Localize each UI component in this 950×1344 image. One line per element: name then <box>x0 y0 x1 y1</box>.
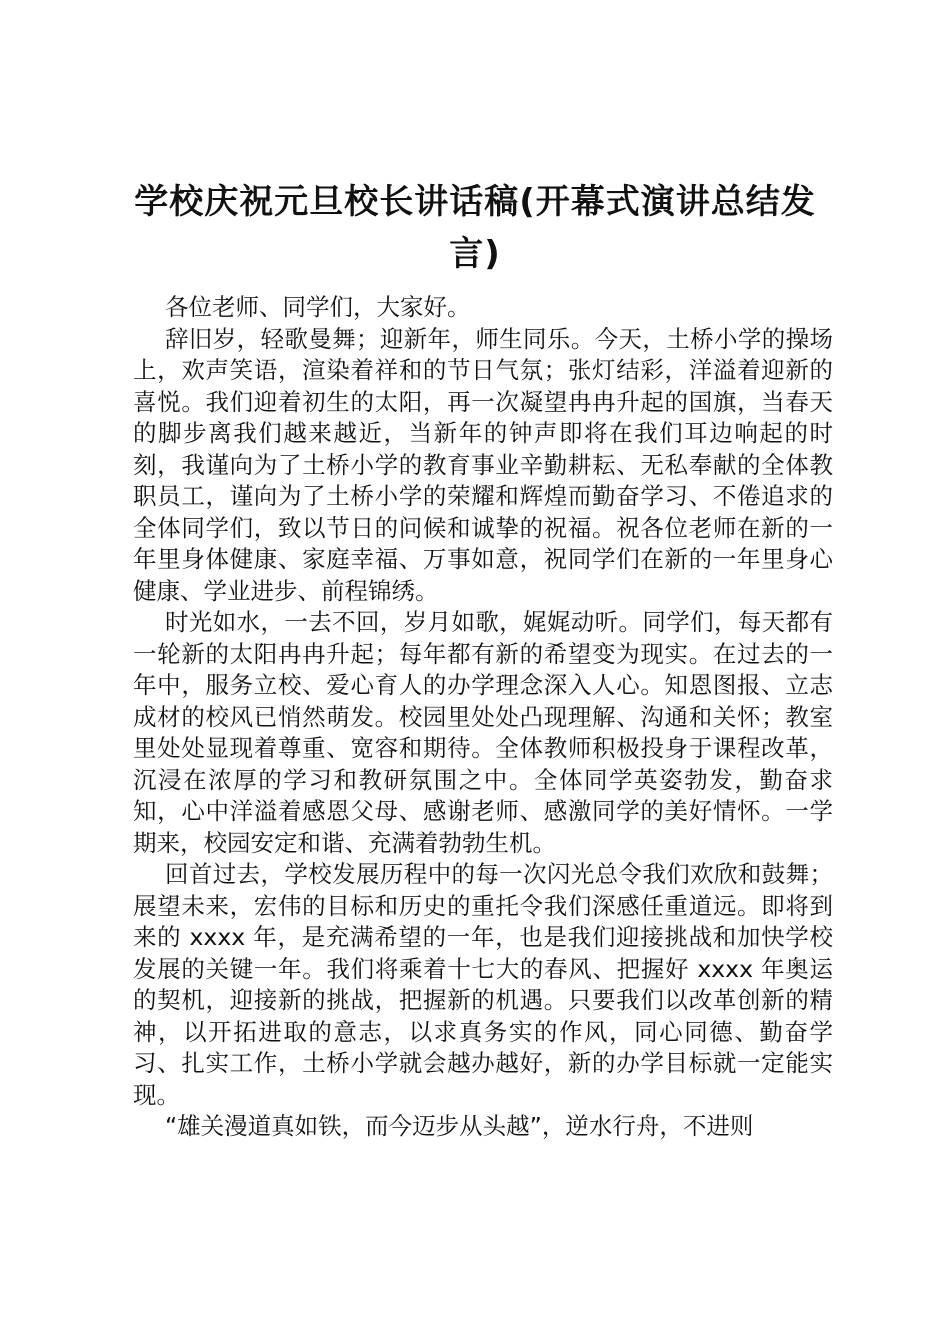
paragraph-new-year-wishes: 辞旧岁，轻歌曼舞；迎新年，师生同乐。今天，土桥小学的操场上，欢声笑语，渲染着祥和的节日气氛；张灯结彩，洋溢着迎新的喜悦。我们迎着初生的太阳，再一次凝望冉冉升起的国旗，当春天的脚步离我们越来越近，当新年的钟声即将在我们耳边响起的时刻，我谨向为了土桥小学的教育事业辛勤耕耘、无私奉献的全体教职员工，谨向为了土桥小学的荣耀和辉煌而勤奋学习、不倦追求的全体同学们，致以节日的问候和诚挚的祝福。祝各位老师在新的一年里身体健康、家庭幸福、万事如意，祝同学们在新的一年里身心健康、学业进步、前程锦绣。 <box>133 324 833 605</box>
paragraph-closing-quote: “雄关漫道真如铁，而今迈步从头越”，逆水行舟，不进则 <box>165 1112 754 1140</box>
paragraph-past-year-review: 时光如水，一去不回，岁月如歌，娓娓动听。同学们，每天都有一轮新的太阳冉冉升起；每年都有新的希望变为现实。在过去的一年中，服务立校、爱心育人的办学理念深入人心。知恩图报、立志成材的校风已悄然萌发。校园里处处凸现理解、沟通和关怀；教室里处处显现着尊重、宽容和期待。全体教师积极投身于课程改革，沉浸在浓厚的学习和教研氛围之中。全体同学英姿勃发，勤奋求知，心中洋溢着感恩父母、感谢老师、感激同学的美好情怀。一学期来，校园安定和谐、充满着勃勃生机。 <box>133 608 833 857</box>
document-body <box>133 292 833 1143</box>
paragraph-future-outlook: 回首过去，学校发展历程中的每一次闪光总令我们欢欣和鼓舞；展望未来，宏伟的目标和历史的重托令我们深感任重道远。即将到来的 xxxx 年，是充满希望的一年，也是我们迎接挑战和加快学校发展的关键一年。我们将乘着十七大的春风、把握好 xxxx 年奥运的契机，迎接新的挑战，把握新的机遇。只要我们以改革创新的精神，以开拓进取的意志，以求真务实的作风，同心同德、勤奋学习、扎实工作，土桥小学就会越办越好，新的办学目标就一定能实现。 <box>133 860 833 1109</box>
paragraph-greeting: 各位老师、同学们，大家好。 <box>165 293 471 321</box>
document-title: 学校庆祝元旦校长讲话稿(开幕式演讲总结发言) <box>134 182 816 274</box>
